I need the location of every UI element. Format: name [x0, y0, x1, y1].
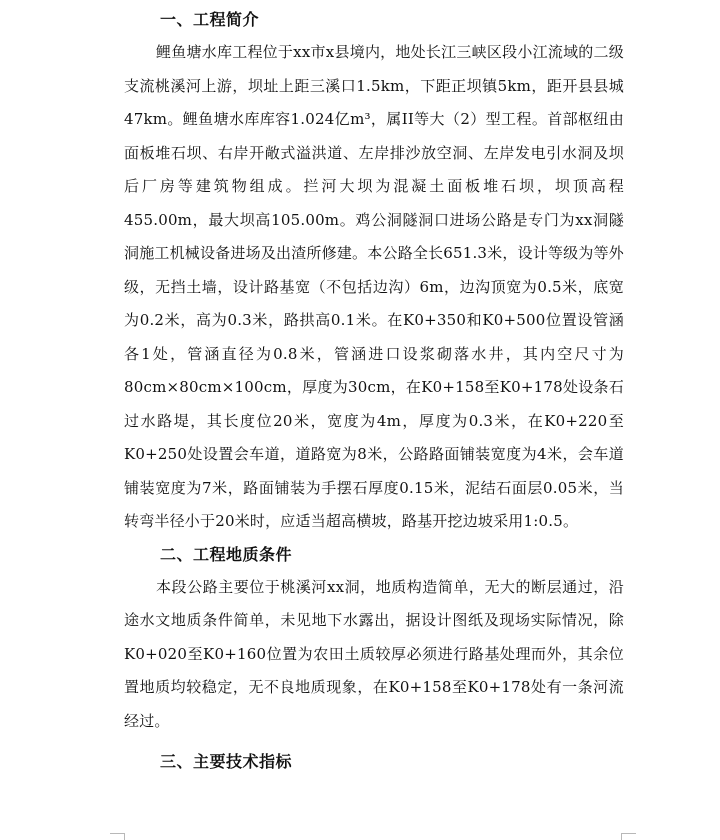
page-corner-mark-right	[621, 833, 636, 840]
section-heading-geology: 二、工程地质条件	[160, 544, 293, 564]
page-corner-mark-left	[110, 833, 125, 840]
section-heading-project-overview: 一、工程简介	[160, 10, 260, 29]
section-paragraph-geology: 本段公路主要位于桃溪河xx洞，地质构造简单，无大的断层通过，沿途水文地质条件简单，未见地下水露出，据设计图纸及现场实际情况，除K0+020至K0+160位置为农田土质较厚必须进行路基处理而外，其余位置地质均较稳定，无不良地质现象，在K0+158至K0+178处有一条河流经过。	[124, 577, 624, 730]
section-paragraph-project-overview: 鲤鱼塘水库工程位于xx市x县境内，地处长江三峡区段小江流域的二级支流桃溪河上游，坝址上距三溪口1.5km，下距正坝镇5km，距开县县城47km。鲤鱼塘水库库容1.024亿m³，属II等大（2）型工程。首部枢纽由面板堆石坝、右岸开敞式溢洪道、左岸排沙放空洞、左岸发电引水洞及坝后厂房等建筑物组成。拦河大坝为混凝土面板堆石坝，坝顶高程455.00m，最大坝高105.00m。鸡公洞隧洞口进场公路是专门为xx洞隧洞施工机械设备进场及出渣所修建。本公路全长651.3米，设计等级为等外级，无挡土墙，设计路基宽（不包括边沟）6m，边沟顶宽为0.5米，底宽为0.2米，高为0.3米，路拱高0.1米。在K0+350和K0+500位置设管涵各1处，管涵直径为0.8米，管涵进口设浆砌落水井，其内空尺寸为80cm×80cm×100cm，厚度为30cm，在K0+158至K0+178处设条石过水路堤，其长度位20米，宽度为4m，厚度为0.3米，在K0+220至K0+250处设置会车道，道路宽为8米，公路路面铺装宽度为4米，会车道铺装宽度为7米，路面铺装为手摆石厚度0.15米，泥结石面层0.05米，当转弯半径小于20米时，应适当超高横坡，路基开挖边坡采用1:0.5。	[124, 43, 624, 530]
section-heading-technical-indicators: 三、主要技术指标	[160, 752, 293, 771]
